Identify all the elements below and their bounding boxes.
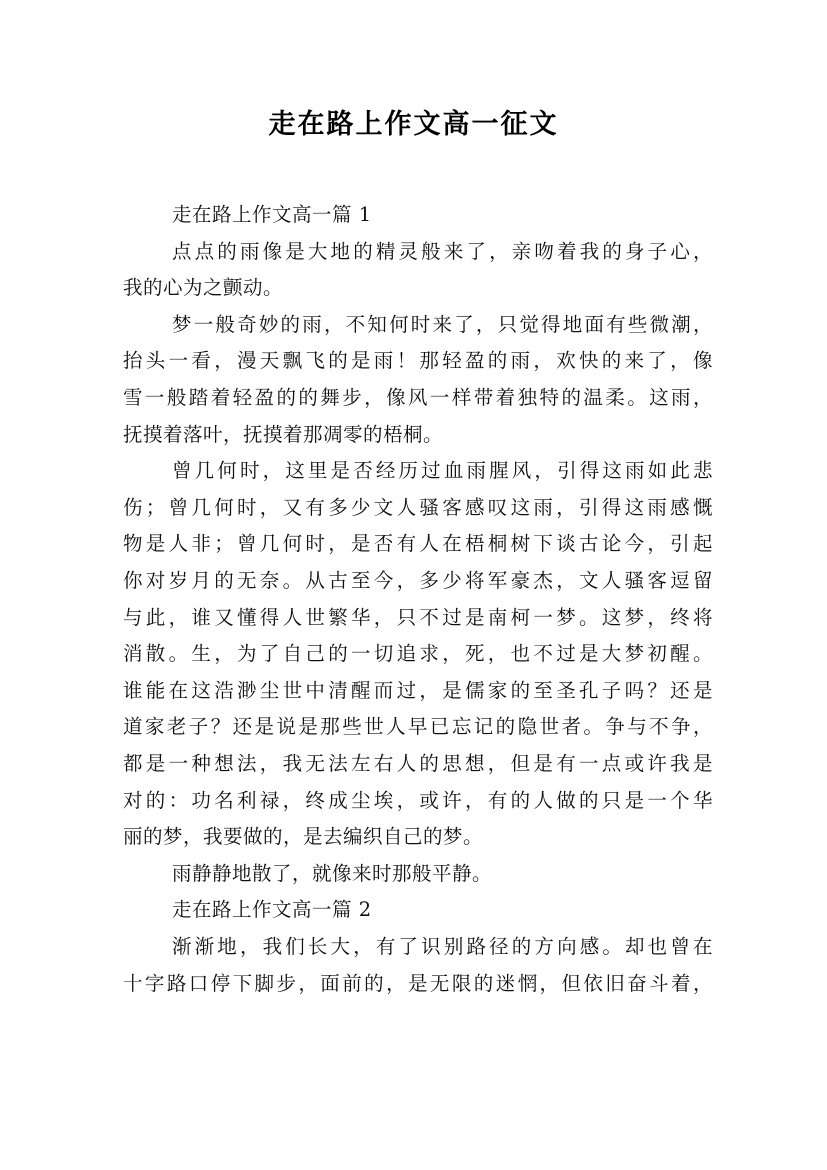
text-line: 道家老子？还是说是那些世人早已忘记的隐世者。争与不争，: [123, 715, 713, 739]
text-line: 抬头一看，漫天飘飞的是雨！那轻盈的雨，欢快的来了，像: [123, 349, 713, 373]
text-line: 都是一种想法，我无法左右人的思想，但是有一点或许我是: [123, 752, 713, 775]
text-line: 走在路上作文高一篇 2: [172, 898, 372, 922]
text-line: 梦一般奇妙的雨，不知何时来了，只觉得地面有些微潮，: [172, 312, 713, 336]
document-title: 走在路上作文高一征文: [268, 109, 559, 140]
text-line: 曾几何时，这里是否经历过血雨腥风，引得这雨如此悲: [172, 459, 713, 483]
text-line: 谁能在这浩渺尘世中清醒而过，是儒家的至圣孔子吗？还是: [123, 678, 713, 702]
text-line: 对的：功名利禄，终成尘埃，或许，有的人做的只是一个华: [123, 788, 713, 812]
text-line: 渐渐地，我们长大，有了识别路径的方向感。却也曾在: [172, 935, 713, 958]
text-line: 走在路上作文高一篇 1: [172, 203, 372, 226]
text-line: 点点的雨像是大地的精灵般来了，亲吻着我的身子心，: [172, 239, 713, 263]
text-line: 雪一般踏着轻盈的的舞步，像风一样带着独特的温柔。这雨，: [123, 386, 713, 409]
text-line: 抚摸着落叶，抚摸着那凋零的梧桐。: [123, 422, 444, 446]
text-line: 伤；曾几何时，又有多少文人骚客感叹这雨，引得这雨感慨: [123, 495, 713, 519]
text-line: 雨静静地散了，就像来时那般平静。: [172, 861, 493, 885]
text-line: 消散。生，为了自己的一切追求，死，也不过是大梦初醒。: [123, 642, 713, 666]
text-line: 与此，谁又懂得人世繁华，只不过是南柯一梦。这梦，终将: [123, 605, 713, 629]
text-line: 丽的梦，我要做的，是去编织自己的梦。: [123, 825, 484, 849]
text-line: 你对岁月的无奈。从古至今，多少将军豪杰，文人骚客逗留: [123, 569, 713, 592]
text-line: 物是人非；曾几何时，是否有人在梧桐树下谈古论今，引起: [123, 532, 713, 556]
text-line: 十字路口停下脚步，面前的，是无限的迷惘，但依旧奋斗着，: [123, 971, 713, 995]
text-line: 我的心为之颤动。: [123, 276, 284, 300]
